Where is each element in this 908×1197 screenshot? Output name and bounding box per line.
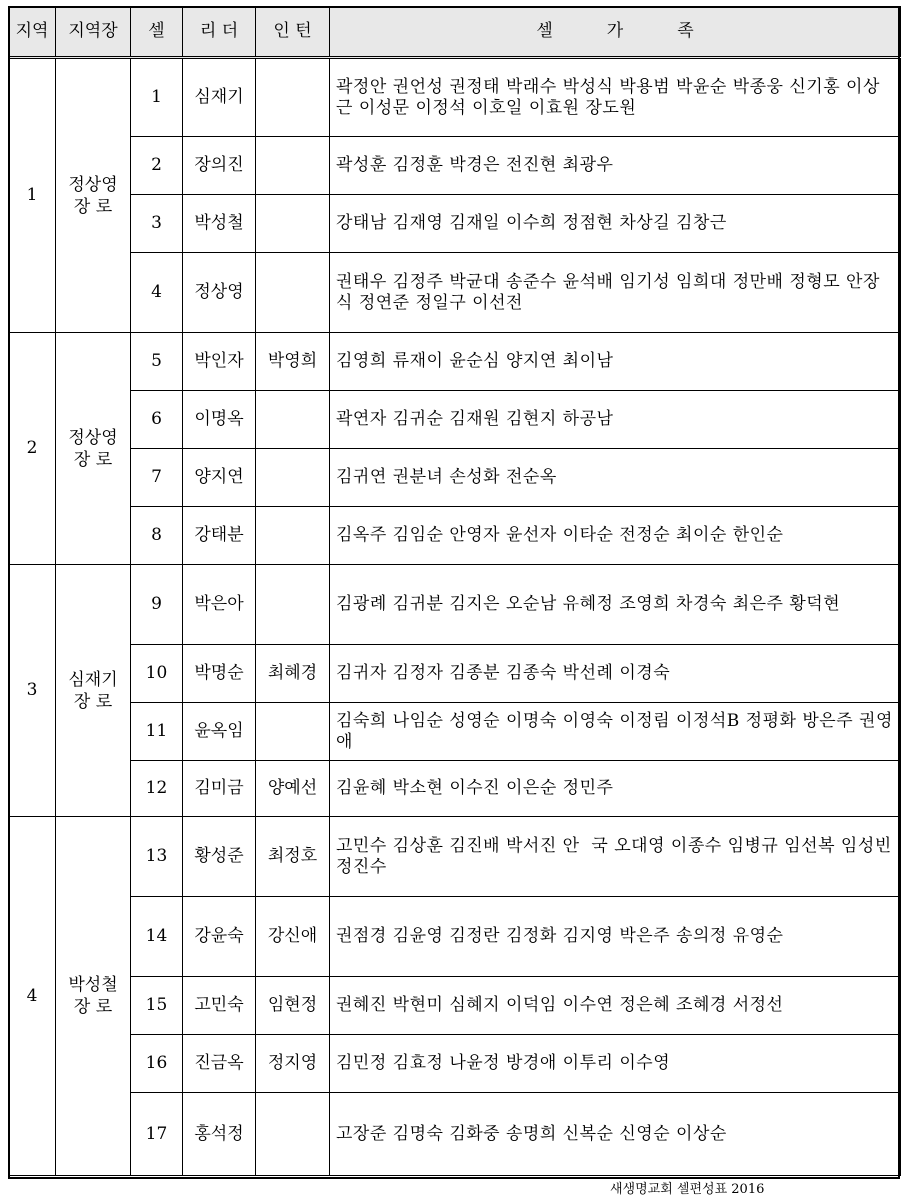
cell-family: 고민수 김상훈 김진배 박서진 안 국 오대영 이종수 임병규 임선복 임성빈 정진수 (330, 817, 901, 897)
cell-family: 권점경 김윤영 김정란 김정화 김지영 박은주 송의정 유영순 (330, 897, 901, 977)
region-leader-title: 장 로 (73, 691, 113, 712)
table-row (9, 253, 901, 333)
cell-intern (256, 253, 330, 333)
region-leader-name: 정상영 (68, 174, 118, 195)
cell-number: 2 (131, 137, 183, 195)
region-number: 1 (9, 58, 56, 333)
header-cell: 셀 (131, 7, 183, 58)
cell-leader: 장의진 (183, 137, 256, 195)
cell-intern (256, 391, 330, 449)
region-number: 2 (9, 333, 56, 565)
region-leader-name: 심재기 (68, 669, 118, 690)
table-row (9, 1093, 901, 1176)
cell-leader: 황성준 (183, 817, 256, 897)
region-number: 3 (9, 565, 56, 817)
cell-intern: 임현정 (256, 977, 330, 1035)
table-row (9, 333, 901, 391)
region-leader (56, 565, 131, 817)
header-row (9, 7, 901, 58)
cell-number: 17 (131, 1093, 183, 1176)
cell-leader: 심재기 (183, 58, 256, 137)
cell-number: 14 (131, 897, 183, 977)
cell-family: 곽성훈 김정훈 박경은 전진현 최광우 (330, 137, 901, 195)
table-row (9, 817, 901, 897)
region-leader (56, 817, 131, 1176)
header-family: 셀 가 족 (330, 7, 901, 58)
cell-number: 12 (131, 761, 183, 817)
cell-intern (256, 449, 330, 507)
region-leader-title: 장 로 (73, 997, 113, 1017)
cell-number: 16 (131, 1035, 183, 1093)
region-leader-name: 박성철 (68, 975, 118, 995)
region-number: 4 (9, 817, 56, 1176)
header-region-leader: 지역장 (56, 7, 131, 58)
table-row (9, 507, 901, 565)
cell-leader: 박명순 (183, 645, 256, 703)
cell-number: 6 (131, 391, 183, 449)
cell-leader: 양지연 (183, 449, 256, 507)
cell-intern (256, 1093, 330, 1176)
cell-number: 10 (131, 645, 183, 703)
cell-number: 4 (131, 253, 183, 333)
cell-family: 김귀자 김정자 김종분 김종숙 박선례 이경숙 (330, 645, 901, 703)
cell-leader: 진금옥 (183, 1035, 256, 1093)
region-leader (56, 333, 131, 565)
cell-number: 9 (131, 565, 183, 645)
cell-family: 곽연자 김귀순 김재원 김현지 하공남 (330, 391, 901, 449)
cell-number: 3 (131, 195, 183, 253)
cell-family: 곽정안 권언성 권정태 박래수 박성식 박용범 박윤순 박종웅 신기홍 이상근 이성문 이정석 이호일 이효원 장도원 (330, 58, 901, 137)
region-leader-name: 정상영 (68, 427, 118, 448)
cell-number: 5 (131, 333, 183, 391)
cell-intern (256, 58, 330, 137)
table-row (9, 449, 901, 507)
cell-family: 고장준 김명숙 김화중 송명희 신복순 신영순 이상순 (330, 1093, 901, 1176)
cell-intern (256, 565, 330, 645)
cell-leader: 박인자 (183, 333, 256, 391)
cell-number: 8 (131, 507, 183, 565)
cell-leader: 고민숙 (183, 977, 256, 1035)
cell-intern (256, 703, 330, 761)
cell-family: 강태남 김재영 김재일 이수희 정점현 차상길 김창근 (330, 195, 901, 253)
cell-family: 김윤혜 박소현 이수진 이은순 정민주 (330, 761, 901, 817)
cell-intern: 최혜경 (256, 645, 330, 703)
table-row (9, 761, 901, 817)
cell-family: 김옥주 김임순 안영자 윤선자 이타순 전정순 최이순 한인순 (330, 507, 901, 565)
table-row (9, 137, 901, 195)
cell-family: 권혜진 박현미 심혜지 이덕임 이수연 정은혜 조혜경 서정선 (330, 977, 901, 1035)
table-row (9, 195, 901, 253)
cell-intern (256, 195, 330, 253)
cell-leader: 정상영 (183, 253, 256, 333)
table-row (9, 565, 901, 645)
region-leader-title: 장 로 (73, 196, 113, 217)
cell-number: 1 (131, 58, 183, 137)
cell-leader: 박은아 (183, 565, 256, 645)
cell-number: 15 (131, 977, 183, 1035)
table-row (9, 897, 901, 977)
table-row (9, 977, 901, 1035)
cell-intern: 강신애 (256, 897, 330, 977)
cell-family: 김광례 김귀분 김지은 오순남 유혜정 조영희 차경숙 최은주 황덕현 (330, 565, 901, 645)
cell-number: 7 (131, 449, 183, 507)
cell-intern: 양예선 (256, 761, 330, 817)
cell-family: 김숙희 나임순 성영순 이명숙 이영숙 이정림 이정석B 정평화 방은주 권영애 (330, 703, 901, 761)
cell-number: 13 (131, 817, 183, 897)
cell-leader: 윤옥임 (183, 703, 256, 761)
cell-leader: 강윤숙 (183, 897, 256, 977)
cell-leader: 홍석정 (183, 1093, 256, 1176)
table-row (9, 391, 901, 449)
table-row (9, 1035, 901, 1093)
cell-intern: 정지영 (256, 1035, 330, 1093)
cell-leader: 박성철 (183, 195, 256, 253)
cell-leader: 이명옥 (183, 391, 256, 449)
cell-number: 11 (131, 703, 183, 761)
cell-intern (256, 507, 330, 565)
cell-intern: 박영희 (256, 333, 330, 391)
region-leader-title: 장 로 (73, 449, 113, 470)
table-row (9, 703, 901, 761)
cell-leader: 강태분 (183, 507, 256, 565)
region-leader (56, 58, 131, 333)
footnote: 새생명교회 셀편성표 2016 (610, 1182, 765, 1197)
cell-leader: 김미금 (183, 761, 256, 817)
cell-family: 권태우 김정주 박균대 송준수 윤석배 임기성 임희대 정만배 정형모 안장식 정연준 정일구 이선전 (330, 253, 901, 333)
cell-roster-table (8, 6, 901, 1176)
cell-family: 김민정 김효정 나윤정 방경애 이투리 이수영 (330, 1035, 901, 1093)
table-row (9, 58, 901, 137)
table-row (9, 645, 901, 703)
cell-intern (256, 137, 330, 195)
header-region: 지역 (9, 7, 56, 58)
cell-intern: 최정호 (256, 817, 330, 897)
cell-family: 김영희 류재이 윤순심 양지연 최이남 (330, 333, 901, 391)
header-leader: 리 더 (183, 7, 256, 58)
header-intern: 인 턴 (256, 7, 330, 58)
cell-family: 김귀연 권분녀 손성화 전순옥 (330, 449, 901, 507)
